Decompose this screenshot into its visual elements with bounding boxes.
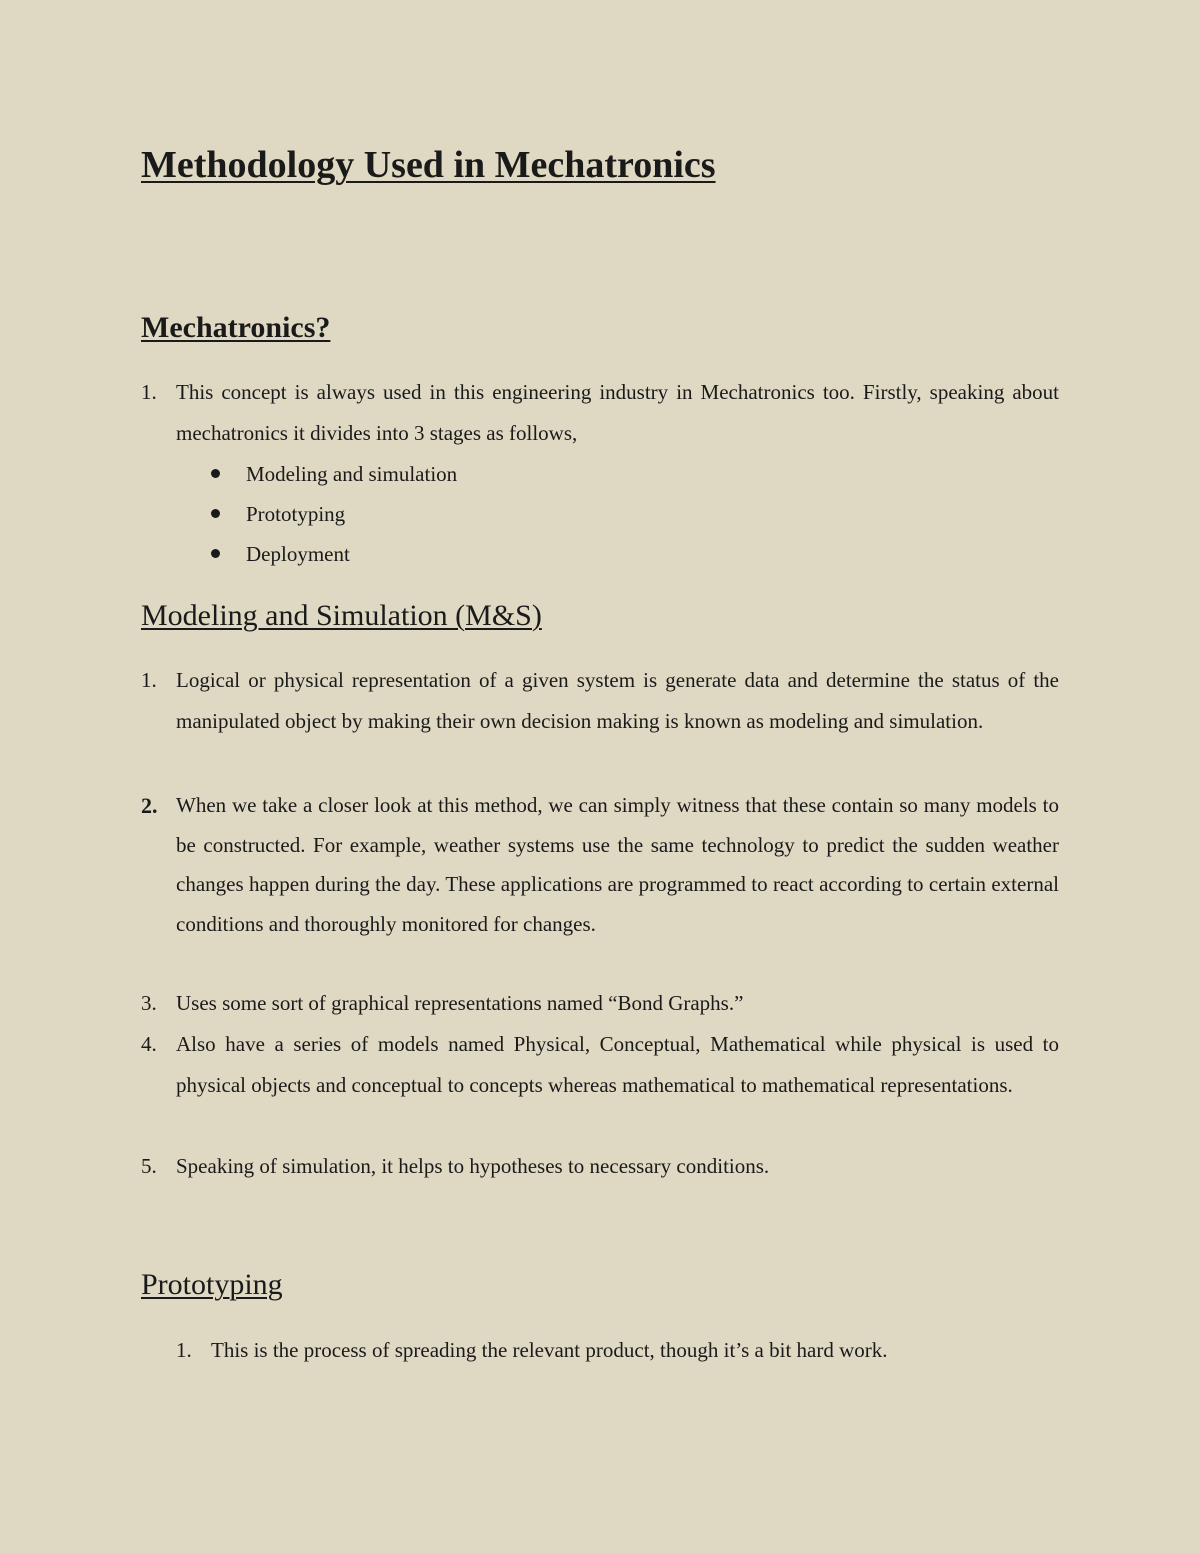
list-item-text: Also have a series of models named Physical, Conceptual, Mathematical while physical is used to physical objects and conceptual to concepts whereas mathematical to mathematical representations.	[176, 1032, 1059, 1097]
list-item-number: 2.	[141, 793, 158, 818]
list-item-number: 1.	[176, 1338, 192, 1362]
document-title: Methodology Used in Mechatronics	[141, 144, 716, 186]
bullet-item	[205, 454, 457, 494]
list-item-number: 3.	[141, 991, 157, 1015]
bullet-icon	[211, 469, 220, 478]
list-item-number: 1.	[141, 380, 157, 404]
section-heading-prototyping: Prototyping	[141, 1268, 283, 1301]
list-item	[141, 660, 1059, 741]
list-item-text: This is the process of spreading the relevant product, though it’s a bit hard work.	[211, 1338, 888, 1362]
section-heading-mechatronics: Mechatronics?	[141, 311, 331, 344]
list-item	[141, 1146, 1059, 1187]
list-item-text: When we take a closer look at this method, we can simply witness that these contain so many models to be constructed. For example, weather systems use the same technology to predict the sudden weather changes happen during the day. These applications are programmed to react according to certain external conditions and thoroughly monitored for changes.	[176, 793, 1059, 936]
bullet-item	[205, 494, 457, 534]
bullet-item-text: Modeling and simulation	[246, 462, 458, 486]
list-item-number: 5.	[141, 1154, 157, 1178]
list-item	[141, 1024, 1059, 1105]
list-item-text: Speaking of simulation, it helps to hypotheses to necessary conditions.	[176, 1154, 770, 1178]
list-item-text: Uses some sort of graphical representations named “Bond Graphs.”	[176, 991, 744, 1015]
list-item	[141, 786, 1059, 944]
bullet-item-text: Deployment	[246, 542, 350, 567]
section-heading-modeling-simulation: Modeling and Simulation (M&S)	[141, 599, 542, 632]
bullet-item	[205, 534, 457, 574]
stages-bullet-list	[205, 454, 457, 575]
bullet-icon	[211, 509, 220, 518]
bullet-item-text: Prototyping	[246, 502, 346, 527]
list-item	[176, 1330, 888, 1370]
list-item-number: 1.	[141, 668, 157, 692]
list-item-text: Logical or physical representation of a given system is generate data and determine the status of the manipulated object by making their own decision making is known as modeling and simulation.	[176, 668, 1059, 733]
list-item-number: 4.	[141, 1032, 157, 1056]
bullet-icon	[211, 549, 220, 558]
list-item-text: This concept is always used in this engineering industry in Mechatronics too. Firstly, speaking about mechatronics it divides into 3 stages as follows,	[176, 380, 1059, 445]
list-item	[141, 983, 1059, 1024]
list-item	[141, 372, 1059, 453]
